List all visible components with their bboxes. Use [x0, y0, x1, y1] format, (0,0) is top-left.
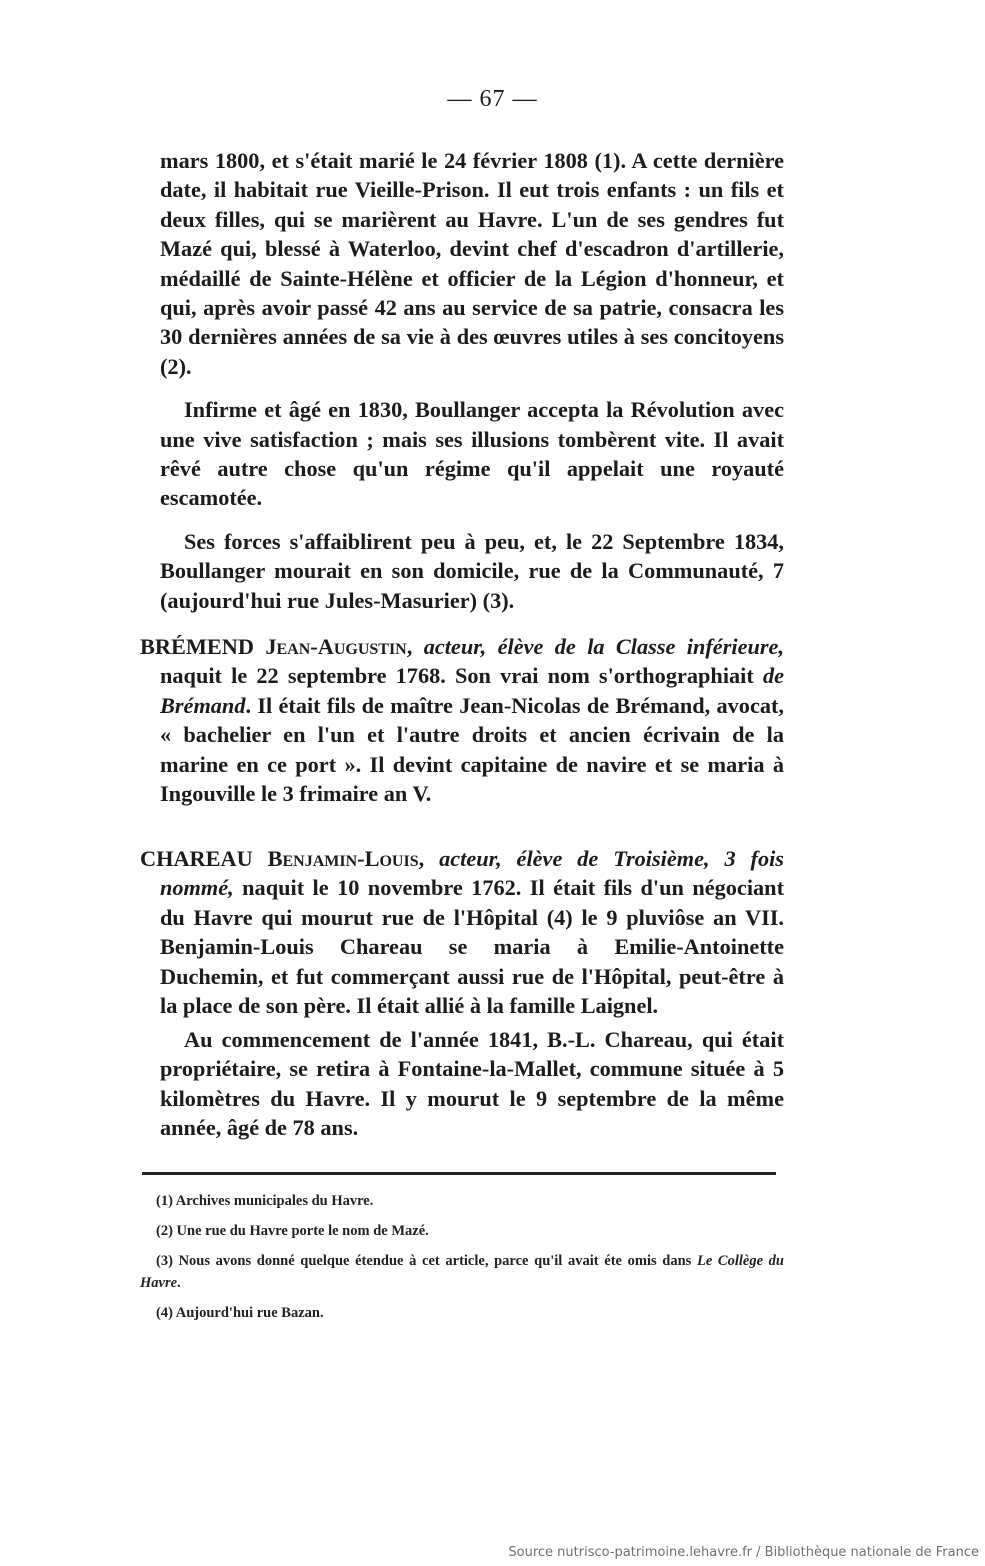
entry-role: acteur, élève de Troisième, 3 fois nommé,	[160, 846, 784, 901]
paragraph: Au commencement de l'année 1841, B.-L. Chareau, qui était propriétaire, se retira à Fontaine-la-Mallet, commune située à 5 kilomètres du Havre. Il y mourut le 9 septembre de la même année, âgé de 78 ans.	[160, 1027, 784, 1141]
footnote-2: (2) Une rue du Havre porte le nom de Mazé.	[156, 1223, 429, 1239]
entry-surname: BRÉMEND	[140, 634, 254, 659]
footnote-3: (3) Nous avons donné quelque étendue à cet article, parce qu'il avait éte omis dans Le Collège du Havre.	[140, 1253, 784, 1291]
entry-bremend	[140, 632, 784, 808]
entry-italic-name: de Brémand	[160, 663, 784, 718]
continuation-text	[160, 146, 784, 615]
chareau-continuation	[160, 1025, 784, 1143]
entry-text: naquit le 10 novembre 1762. Il était fils d'un négociant du Havre qui mourut rue de l'Hôpital (4) le 9 pluviôse an VII. Benjamin-Louis Chareau se maria à Emilie-Antoinette Duchemin, et fut commerçant aussi rue de l'Hôpital, peut-être à la place de son père. Il était allié à la famille Laignel.	[160, 875, 784, 1019]
entry-text: . Il était fils de maître Jean-Nicolas de Brémand, avocat, « bachelier en l'un et l'autre droits et ancien écrivain de la marine en ce port ». Il devint capitaine de navire et se maria à Ingouville le 3 frimaire an V.	[160, 692, 784, 807]
paragraph: Ses forces s'affaiblirent peu à peu, et, le 22 Septembre 1834, Boullanger mourait en son domicile, rue de la Communauté, 7 (aujourd'hui rue Jules-Masurier) (3).	[160, 528, 784, 613]
entry-given-name: Benjamin-Louis,	[267, 846, 425, 871]
footnote-italic-title: Le Collège du Havre	[140, 1253, 784, 1291]
entry-role: acteur, élève de la Classe inférieure,	[423, 634, 785, 659]
entry-surname: CHAREAU	[140, 846, 253, 871]
source-attribution: Source nutrisco-patrimoine.lehavre.fr / Bibliothèque nationale de France	[508, 1545, 979, 1560]
footnotes	[140, 1190, 784, 1332]
page-number: — 67 —	[447, 86, 538, 112]
paragraph: mars 1800, et s'était marié le 24 février 1808 (1). A cette dernière date, il habitait rue Vieille-Prison. Il eut trois enfants : un fils et deux filles, qui se marièrent au Havre. L'un de ses gendres fut Mazé qui, blessé à Waterloo, devint chef d'escadron d'artillerie, médaillé de Sainte-Hélène et officier de la Légion d'honneur, et qui, après avoir passé 42 ans au service de sa patrie, consacra les 30 dernières années de sa vie à des œuvres utiles à ses concitoyens (2).	[160, 148, 784, 379]
entry-given-name: Jean-Augustin,	[265, 634, 413, 659]
entry-chareau	[140, 844, 784, 1020]
entry-text: naquit le 22 septembre 1768. Son vrai nom s'orthographiait	[160, 663, 754, 689]
footnote-4: (4) Aujourd'hui rue Bazan.	[156, 1305, 324, 1321]
footnote-divider	[142, 1172, 776, 1175]
paragraph: Infirme et âgé en 1830, Boullanger accepta la Révolution avec une vive satisfaction ; mais ses illusions tombèrent vite. Il avait rêvé autre chose qu'un régime qu'il appelait une royauté escamotée.	[160, 397, 784, 511]
footnote-1: (1) Archives municipales du Havre.	[156, 1193, 374, 1209]
